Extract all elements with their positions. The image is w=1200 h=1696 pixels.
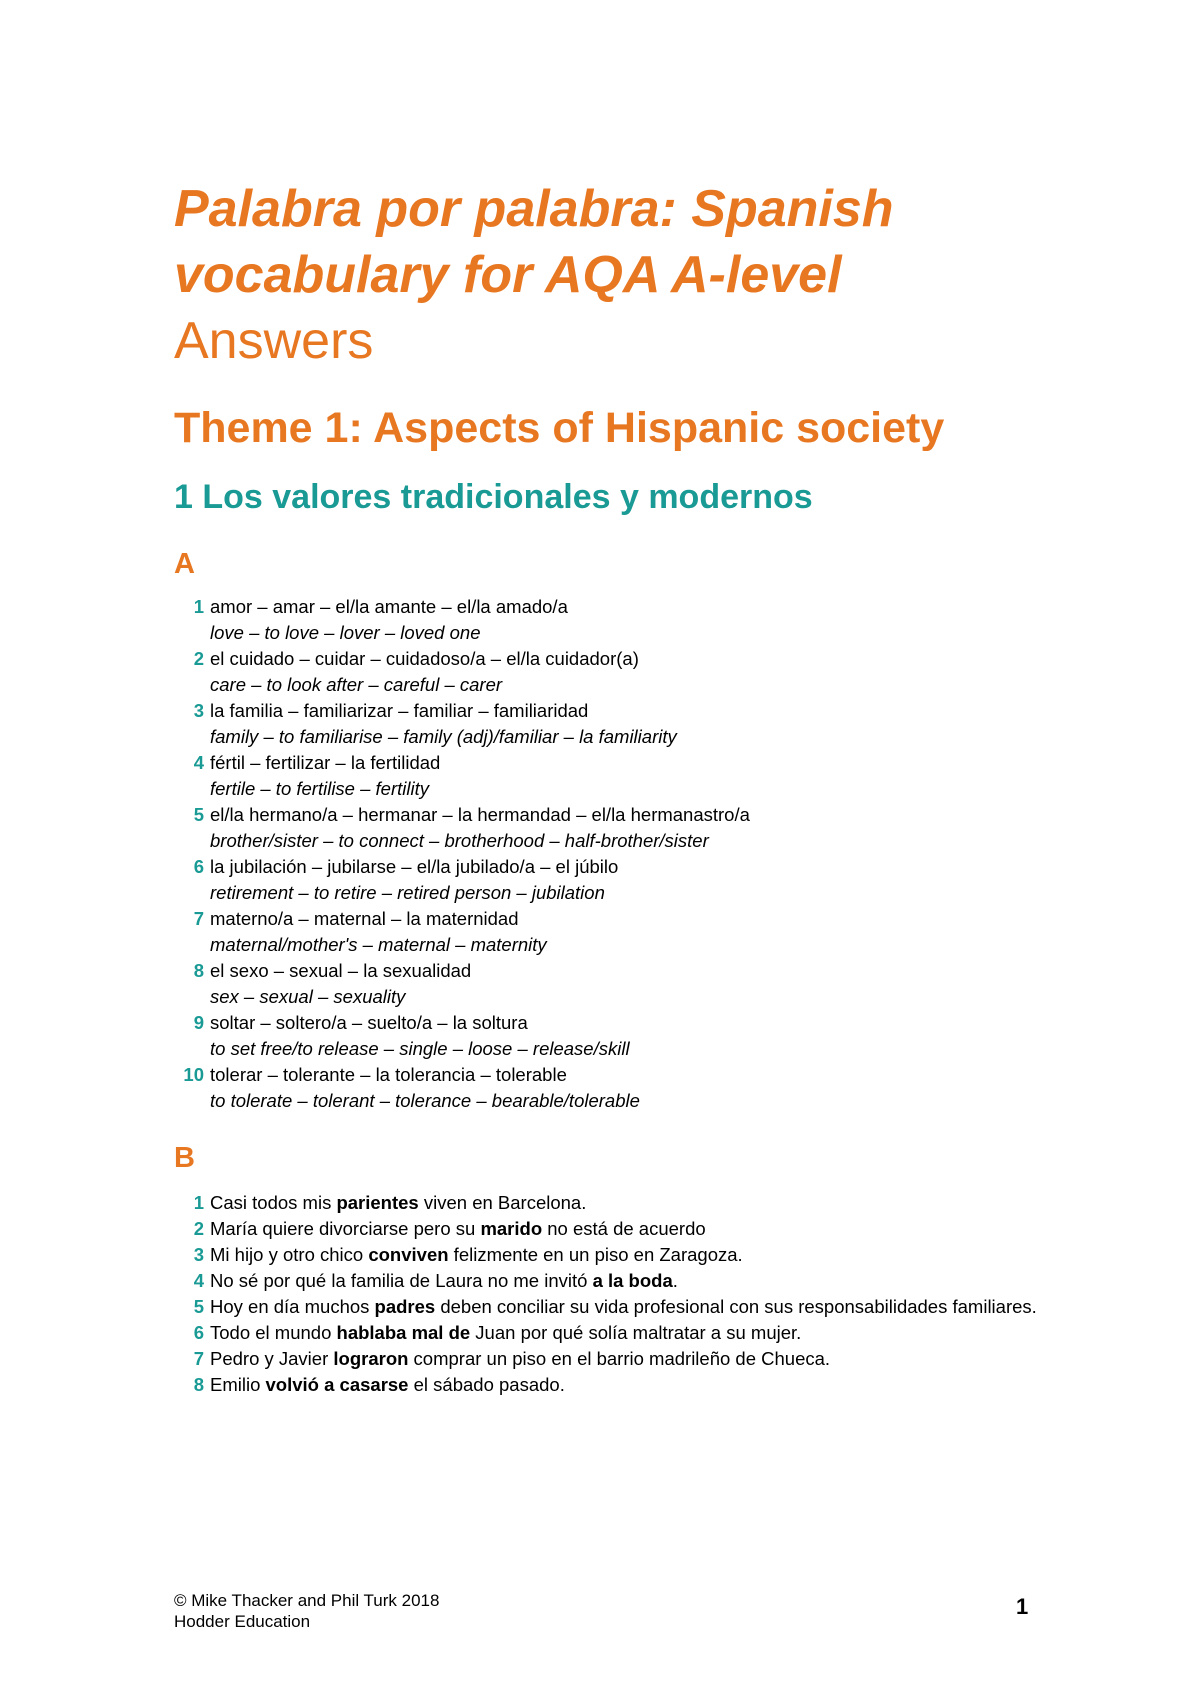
list-item (174, 1372, 1074, 1398)
spanish-terms: fértil – fertilizar – la fertilidad (210, 752, 441, 773)
item-number: 3 (193, 1244, 204, 1265)
item-number: 5 (193, 1296, 204, 1317)
answer-word: a la boda (592, 1270, 673, 1291)
english-terms: fertile – to fertilise – fertility (210, 778, 429, 799)
answer-word: hablaba mal de (336, 1322, 471, 1343)
item-number: 1 (193, 1192, 204, 1213)
copyright-text: © Mike Thacker and Phil Turk 2018 (174, 1591, 440, 1610)
answer-word: marido (480, 1218, 543, 1239)
theme-heading: Theme 1: Aspects of Hispanic society (174, 404, 945, 452)
item-number: 3 (193, 700, 204, 721)
list-item (174, 1242, 1074, 1268)
section-b-list (174, 1190, 1074, 1398)
spanish-terms: la familia – familiarizar – familiar – familiaridad (210, 700, 589, 721)
document-subtitle: Answers (174, 312, 374, 370)
list-item (174, 1062, 1074, 1114)
sentence: No sé por qué la familia de Laura no me invitó a la boda. (210, 1270, 678, 1291)
page-footer (174, 1590, 439, 1632)
answer-word: parientes (336, 1192, 419, 1213)
spanish-terms: el sexo – sexual – la sexualidad (210, 960, 472, 981)
english-terms: care – to look after – careful – carer (210, 674, 503, 695)
list-item (174, 750, 1074, 802)
title-line-1: Palabra por palabra: Spanish (174, 180, 894, 238)
list-item (174, 1346, 1074, 1372)
sentence: Todo el mundo hablaba mal de Juan por qué solía maltratar a su mujer. (210, 1322, 802, 1343)
list-item (174, 802, 1074, 854)
list-item (174, 1268, 1074, 1294)
english-terms: brother/sister – to connect – brotherhood – half-brother/sister (210, 830, 709, 851)
english-terms: sex – sexual – sexuality (210, 986, 406, 1007)
list-item (174, 1320, 1074, 1346)
list-item (174, 958, 1074, 1010)
answer-word: lograron (333, 1348, 409, 1369)
sentence: Hoy en día muchos padres deben conciliar su vida profesional con sus responsabilidades familiares. (210, 1296, 1037, 1317)
sentence: Mi hijo y otro chico conviven felizmente en un piso en Zaragoza. (210, 1244, 743, 1265)
english-terms: to tolerate – tolerant – tolerance – bearable/tolerable (210, 1090, 640, 1111)
answer-word: padres (374, 1296, 436, 1317)
page-number: 1 (1016, 1594, 1029, 1619)
section-a-list (174, 594, 1074, 1114)
answer-word: volvió a casarse (265, 1374, 409, 1395)
list-item (174, 1010, 1074, 1062)
spanish-terms: la jubilación – jubilarse – el/la jubilado/a – el júbilo (210, 856, 619, 877)
list-item (174, 594, 1074, 646)
publisher-text: Hodder Education (174, 1612, 311, 1631)
spanish-terms: el/la hermano/a – hermanar – la hermandad – el/la hermanastro/a (210, 804, 750, 825)
english-terms: love – to love – lover – loved one (210, 622, 481, 643)
item-number: 9 (193, 1012, 204, 1033)
item-number: 1 (193, 596, 204, 617)
item-number: 8 (193, 960, 204, 981)
list-item (174, 906, 1074, 958)
sentence: Pedro y Javier lograron comprar un piso en el barrio madrileño de Chueca. (210, 1348, 831, 1369)
section-a-heading: A (174, 548, 195, 580)
title-line-2: vocabulary for AQA A-level (174, 246, 842, 304)
item-number: 5 (193, 804, 204, 825)
list-item (174, 1216, 1074, 1242)
list-item (174, 854, 1074, 906)
list-item (174, 646, 1074, 698)
item-number: 6 (193, 1322, 204, 1343)
sentence: Emilio volvió a casarse el sábado pasado. (210, 1374, 565, 1395)
item-number: 8 (193, 1374, 204, 1395)
unit-heading: 1 Los valores tradicionales y modernos (174, 478, 813, 516)
spanish-terms: materno/a – maternal – la maternidad (210, 908, 519, 929)
item-number: 10 (183, 1064, 204, 1085)
item-number: 7 (193, 1348, 204, 1369)
item-number: 2 (193, 648, 204, 669)
english-terms: maternal/mother's – maternal – maternity (210, 934, 547, 955)
item-number: 4 (193, 1270, 204, 1291)
section-b-heading: B (174, 1142, 195, 1174)
item-number: 7 (193, 908, 204, 929)
item-number: 6 (193, 856, 204, 877)
answer-word: conviven (368, 1244, 449, 1265)
list-item (174, 1294, 1074, 1320)
spanish-terms: el cuidado – cuidar – cuidadoso/a – el/la cuidador(a) (210, 648, 639, 669)
english-terms: family – to familiarise – family (adj)/familiar – la familiarity (210, 726, 677, 747)
list-item (174, 1190, 1074, 1216)
english-terms: to set free/to release – single – loose – release/skill (210, 1038, 630, 1059)
list-item (174, 698, 1074, 750)
item-number: 4 (193, 752, 204, 773)
spanish-terms: soltar – soltero/a – suelto/a – la soltura (210, 1012, 528, 1033)
sentence: Casi todos mis parientes viven en Barcelona. (210, 1192, 587, 1213)
document-title (174, 176, 1134, 374)
sentence: María quiere divorciarse pero su marido no está de acuerdo (210, 1218, 706, 1239)
spanish-terms: tolerar – tolerante – la tolerancia – tolerable (210, 1064, 567, 1085)
english-terms: retirement – to retire – retired person – jubilation (210, 882, 605, 903)
spanish-terms: amor – amar – el/la amante – el/la amado/a (210, 596, 568, 617)
item-number: 2 (193, 1218, 204, 1239)
